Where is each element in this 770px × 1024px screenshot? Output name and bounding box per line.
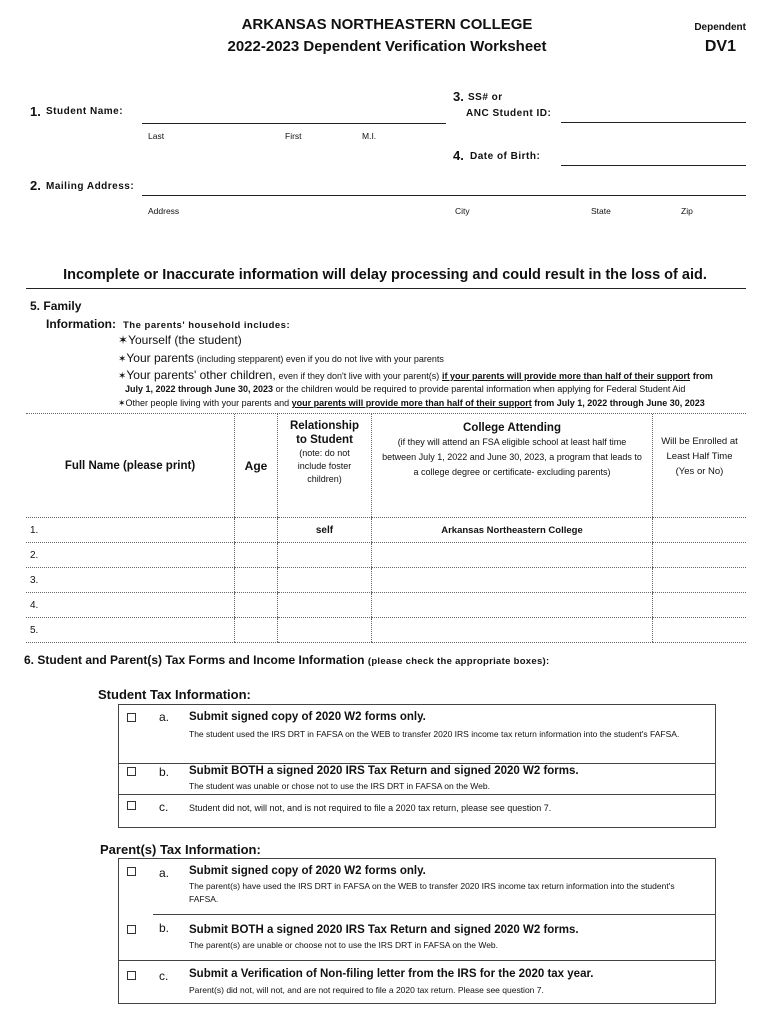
divider [153,914,716,915]
first-label: First [285,131,302,141]
student-option-c-desc: Student did not, will not, and is not required to file a 2020 tax return, please see question 7. [189,803,552,813]
parent-option-c-title: Submit a Verification of Non-filing letter from the IRS for the 2020 tax year. [189,968,594,980]
table-row [26,568,746,593]
row-number: 5. [26,618,235,643]
row-number: 3. [26,568,235,593]
mailing-address-field[interactable] [142,195,746,196]
parent-tax-heading: Parent(s) Tax Information: [100,842,261,857]
row-number: 1. [26,518,235,543]
parent-option-a-letter: a. [159,866,170,880]
parent-option-c-desc: Parent(s) did not, will not, and are not required to file a 2020 tax return. Please see question 7. [189,985,544,995]
college-cell[interactable] [372,568,653,593]
ssn-label: SS# or [468,92,503,103]
worksheet-title: 2022-2023 Dependent Verification Worksheet [227,38,547,55]
q1-number: 1. [30,104,41,119]
student-option-a-desc: The student used the IRS DRT in FAFSA on the WEB to transfer 2020 IRS income tax return information into the student's FAFSA. [189,729,680,739]
enrolled-cell[interactable] [653,518,747,543]
student-name-field[interactable] [142,123,446,124]
enrolled-cell[interactable] [653,593,747,618]
bullet-parents: ✶Your parents (including stepparent) even if you do not live with your parents [118,351,444,365]
tax-section-heading: 6. Student and Parent(s) Tax Forms and Income Information (please check the appropriate boxes): [24,653,550,667]
address-label: Address [148,206,180,216]
enrolled-cell[interactable] [653,618,747,643]
col-full-name: Full Name (please print) [26,414,235,518]
table-row [26,543,746,568]
student-option-c-checkbox[interactable] [127,801,136,810]
parent-option-c-checkbox[interactable] [127,971,136,980]
q3-number: 3. [453,89,464,104]
mailing-address-label: Mailing Address: [46,181,135,192]
family-section-label [30,299,81,313]
dependent-tag: Dependent [694,22,746,33]
relationship-cell[interactable] [278,593,372,618]
last-label: Last [148,131,165,141]
student-option-c-letter: c. [159,800,169,814]
q2-number: 2. [30,178,41,193]
student-option-b-letter: b. [159,765,170,779]
parent-option-b-title: Submit BOTH a signed 2020 IRS Tax Return and signed 2020 W2 forms. [189,924,579,936]
q4-number: 4. [453,148,464,163]
other-children-cont: July 1, 2022 through June 30, 2023 or the children would be required to provide parental information when applying for Federal Student Aid [125,384,686,394]
college-cell[interactable] [372,593,653,618]
divider [118,794,716,795]
city-label: City [455,206,470,216]
household-intro: The parents' household includes: [123,320,291,331]
relationship-cell[interactable] [278,543,372,568]
warning-text: Incomplete or Inaccurate information will delay processing and could result in the loss of aid. [63,267,707,283]
age-cell[interactable] [235,568,278,593]
ssn-field[interactable] [561,122,746,123]
bullet-other-people: ✶Other people living with your parents and your parents will provide more than half of their support from July 1, 2022 through June 30, 2023 [118,398,705,408]
parent-option-b-letter: b. [159,921,170,935]
relationship-cell[interactable] [278,618,372,643]
student-option-a-title: Submit signed copy of 2020 W2 forms only. [189,711,426,723]
relationship-cell[interactable] [278,568,372,593]
state-label: State [591,206,611,216]
information-label: Information: [46,317,116,331]
divider [118,763,716,764]
row-number: 4. [26,593,235,618]
parent-option-a-checkbox[interactable] [127,867,136,876]
table-row [26,518,746,543]
dob-field[interactable] [561,165,746,166]
table-row [26,593,746,618]
student-id-label: ANC Student ID: [466,108,552,119]
col-enrolled: Will be Enrolled at Least Half Time (Yes or No) [653,414,747,518]
student-name-label: Student Name: [46,106,124,117]
college-cell[interactable] [372,618,653,643]
relationship-cell[interactable]: self [278,518,372,543]
family-label: Family [43,299,82,313]
college-cell[interactable] [372,543,653,568]
college-name: ARKANSAS NORTHEASTERN COLLEGE [241,16,533,33]
col-college: College Attending (if they will attend an FSA eligible school at least half time between July 1, 2022 and June 30, 2023, a program that leads to a college degree or certificate- excluding parents) [372,414,653,518]
age-cell[interactable] [235,518,278,543]
parent-option-b-checkbox[interactable] [127,925,136,934]
age-cell[interactable] [235,543,278,568]
table-row [26,618,746,643]
divider [118,960,716,961]
student-option-a-checkbox[interactable] [127,713,136,722]
student-option-b-desc: The student was unable or chose not to use the IRS DRT in FAFSA on the Web. [189,781,490,791]
age-cell[interactable] [235,593,278,618]
q5-number: 5. [30,299,41,313]
enrolled-cell[interactable] [653,543,747,568]
bullet-other-children: ✶Your parents' other children, even if they don't live with your parent(s) if your parents will provide more than half of their support from [118,368,713,382]
mi-label: M.I. [362,131,377,141]
col-age: Age [235,414,278,518]
parent-option-a-desc: The parent(s) have used the IRS DRT in FAFSA on the WEB to transfer 2020 IRS income tax return information into the student's FAFSA. [189,881,675,904]
parent-option-a-title: Submit signed copy of 2020 W2 forms only. [189,865,426,877]
age-cell[interactable] [235,618,278,643]
student-option-b-title: Submit BOTH a signed 2020 IRS Tax Return and signed 2020 W2 forms. [189,765,579,777]
col-relationship: Relationship to Student (note: do not include foster children) [278,414,372,518]
dob-label: Date of Birth: [470,151,541,162]
bullet-yourself: ✶Yourself (the student) [118,333,242,347]
student-tax-heading: Student Tax Information: [98,687,251,702]
form-code: DV1 [704,38,736,55]
student-option-b-checkbox[interactable] [127,767,136,776]
section-divider [26,288,746,289]
student-option-a-letter: a. [159,710,170,724]
parent-option-c-letter: c. [159,969,169,983]
enrolled-cell[interactable] [653,568,747,593]
row-number: 2. [26,543,235,568]
parent-option-b-desc: The parent(s) are unable or choose not to use the IRS DRT in FAFSA on the Web. [189,940,499,950]
zip-label: Zip [681,206,693,216]
family-table [26,414,746,643]
college-cell[interactable]: Arkansas Northeastern College [372,518,653,543]
